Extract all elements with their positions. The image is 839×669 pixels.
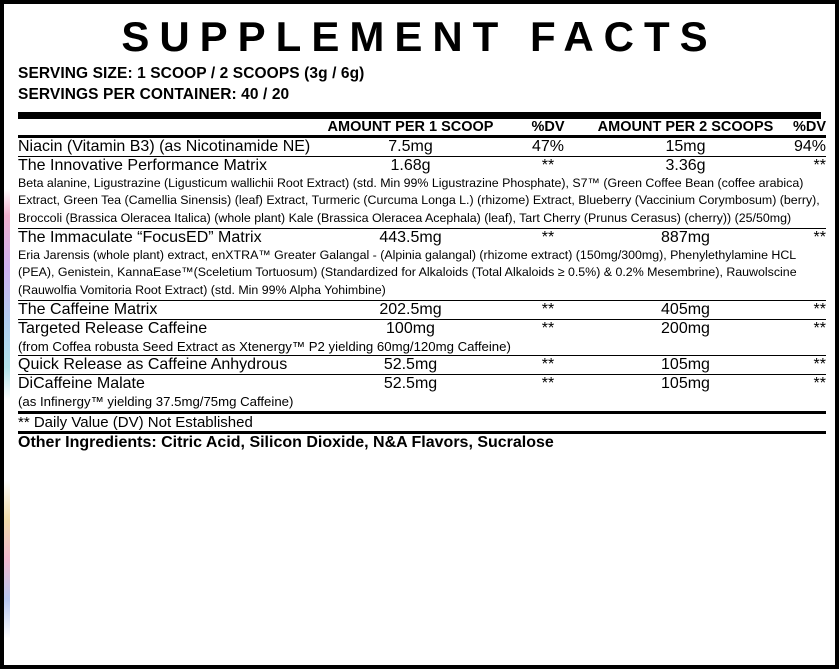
page-title: SUPPLEMENT FACTS xyxy=(121,13,718,60)
nutrient-name: The Immaculate “FocusED” Matrix xyxy=(18,228,262,246)
table-detail-row xyxy=(18,175,826,228)
table-row xyxy=(18,356,826,374)
other-ingredients-row xyxy=(18,434,826,452)
table-detail-row xyxy=(18,338,826,356)
nutrient-dv-1: ** xyxy=(541,156,555,174)
nutrient-name: DiCaffeine Malate xyxy=(18,375,145,393)
nutrient-amount-2: 200mg xyxy=(661,319,710,337)
table-row xyxy=(18,138,826,156)
table-header-row xyxy=(18,119,826,135)
nutrient-name: The Innovative Performance Matrix xyxy=(18,156,267,174)
daily-value-footnote: ** Daily Value (DV) Not Established xyxy=(18,414,253,432)
footnote-row xyxy=(18,414,826,431)
table-row xyxy=(18,229,826,247)
servings-per-container-text: SERVINGS PER CONTAINER: 40 / 20 xyxy=(18,85,290,103)
nutrient-amount-1: 7.5mg xyxy=(388,137,433,155)
table-detail-row xyxy=(18,393,826,411)
nutrient-dv-2: ** xyxy=(813,300,826,318)
ingredient-detail: (from Coffea robusta Seed Extract as Xtenergy™ P2 yielding 60mg/120mg Caffeine) xyxy=(18,338,511,354)
ingredient-detail: Beta alanine, Ligustrazine (Ligusticum wallichii Root Extract) (std. Min 99% Ligustrazine Phosphate), S7™ (Green Coffee Bean (coffee arabica) Extract, Green Tea (Camellia Sinensis) (leaf) Extract, Turmeric (Curcuma Longa L.) (rhizome) Extract, Blueberry (Vaccinium Corymbosum) (berry), Broccoli (Brassica Oleracea Italica) (whole plant) Kale (Brassica Oleracea Acephala) (leaf), Tart Cherry (Prunus Cerasus) (cherry)) (25/50mg) xyxy=(18,175,820,226)
nutrient-name: Niacin (Vitamin B3) (as Nicotinamide NE) xyxy=(18,137,311,155)
divider-thick-top xyxy=(18,112,821,119)
nutrition-table xyxy=(18,119,826,452)
other-ingredients-text: Other Ingredients: Citric Acid, Silicon Dioxide, N&A Flavors, Sucralose xyxy=(18,434,554,452)
nutrient-amount-2: 3.36g xyxy=(665,156,706,174)
nutrient-dv-1: ** xyxy=(541,356,555,374)
table-detail-row xyxy=(18,247,826,300)
nutrient-amount-2: 405mg xyxy=(661,300,710,318)
header-amount-2-scoops: AMOUNT PER 2 SCOOPS xyxy=(597,118,774,135)
nutrient-amount-1: 202.5mg xyxy=(379,300,442,318)
table-row xyxy=(18,157,826,175)
nutrient-dv-2: ** xyxy=(813,228,826,246)
table-row xyxy=(18,375,826,393)
nutrient-dv-1: ** xyxy=(541,319,555,337)
nutrient-dv-1: 47% xyxy=(531,137,565,155)
nutrient-amount-1: 1.68g xyxy=(390,156,431,174)
nutrient-name: The Caffeine Matrix xyxy=(18,300,158,318)
nutrient-amount-2: 105mg xyxy=(661,356,710,374)
nutrient-amount-1: 52.5mg xyxy=(383,356,438,374)
ingredient-detail: Eria Jarensis (whole plant) extract, enXTRA™ Greater Galangal - (Alpinia galangal) (rhizome extract) (150mg/300mg), Phenylethylamine HCL (PEA), Genistein, KannaEase™(Sceletium Tortuosum) (Standardized for Alkaloids (Total Alkaloids ≥ 0.5%) & 0.2% Mesembrine), Rauwolscine (Rauwolfia Vomitoria Root Extract) (std. Min 99% Alpha Yohimbine) xyxy=(18,247,797,297)
nutrient-dv-2: ** xyxy=(813,375,826,393)
nutrient-dv-2: 94% xyxy=(793,137,826,155)
nutrient-dv-2: ** xyxy=(813,319,826,337)
nutrient-amount-2: 15mg xyxy=(665,137,706,155)
nutrient-amount-1: 52.5mg xyxy=(383,375,438,393)
nutrient-dv-2: ** xyxy=(813,356,826,374)
serving-size-text: SERVING SIZE: 1 SCOOP / 2 SCOOPS (3g / 6g) xyxy=(18,65,365,82)
nutrient-amount-2: 887mg xyxy=(661,228,710,246)
nutrient-dv-1: ** xyxy=(541,228,555,246)
nutrient-amount-1: 100mg xyxy=(386,319,435,337)
table-row xyxy=(18,301,826,319)
header-amount-1-scoop: AMOUNT PER 1 SCOOP xyxy=(327,118,494,135)
nutrient-dv-2: ** xyxy=(813,156,826,174)
ingredient-detail: (as Infinergy™ yielding 37.5mg/75mg Caffeine) xyxy=(18,394,294,410)
header-dv-1: %DV xyxy=(531,118,565,135)
header-nutrient xyxy=(18,119,318,135)
nutrient-dv-1: ** xyxy=(541,300,555,318)
nutrient-amount-1: 443.5mg xyxy=(379,228,442,246)
nutrient-amount-2: 105mg xyxy=(661,375,710,393)
table-row xyxy=(18,320,826,338)
scan-color-fringe xyxy=(4,4,10,665)
header-dv-2: %DV xyxy=(792,118,826,135)
nutrient-name: Quick Release as Caffeine Anhydrous xyxy=(18,356,288,374)
nutrient-name: Targeted Release Caffeine xyxy=(18,319,208,337)
nutrient-dv-1: ** xyxy=(541,375,555,393)
